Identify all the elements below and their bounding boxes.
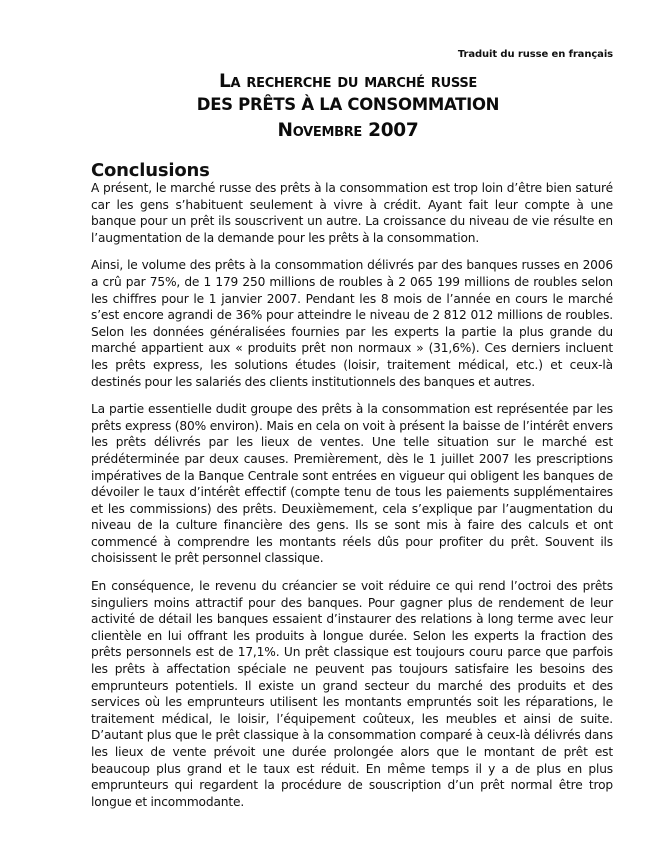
paragraph: En conséquence, le revenu du créancier se voit réduire ce qui rend l’octroi des prêts singuliers moins attractif pour des banques. Pour gagner plus de rendement de leur activité de détail les banques essaient d’instaurer des relations à long terme avec leur clientèle en lui offrant les produits à longue durée. Selon les experts la fraction des prêts personnels est de 17,1%. Un prêt classique est toujours couru parce que parfois les prêts à affectation spéciale ne peuvent pas toujours satisfaire les besoins des emprunteurs potentiels. Il existe un grand secteur du marché des produits et des services où les emprunteurs utilisent les montants empruntés soit les réparations, le traitement médical, le loisir, l’équipement coûteux, les meubles et ainsi de suite. D’autant plus que le prêt classique à la consommation comparé à ceux-là délivrés dans les lieux de vente prévoit une durée prolongée alors que le montant de prêt est beaucoup plus grand et le taux est réduit. En même temps il y a de plus en plus emprunteurs qui regardent la procédure de souscription d’un prêt normal être trop longue et incommodante. bbox=[91, 579, 613, 809]
title-line-1: La recherche du marché russe bbox=[219, 71, 477, 92]
body-text bbox=[91, 180, 613, 821]
title-line-3: Novembre 2007 bbox=[277, 120, 419, 141]
paragraph: A présent, le marché russe des prêts à la consommation est trop loin d’être bien saturé car les gens s’habituent seulement à vivre à crédit. Ayant fait leur compte à une banque pour un prêt ils souscrivent un autre. La croissance du niveau de vie résulte en l’augmentation de la demande pour les prêts à la consommation. bbox=[91, 181, 613, 245]
translation-note: Traduit du russe en français bbox=[457, 49, 613, 60]
document-title bbox=[0, 70, 658, 142]
paragraph: La partie essentielle dudit groupe des prêts à la consommation est représentée par les prêts express (80% environ). Mais en cela on voit à présent la baisse de l’intérêt envers les prêts délivrés par les lieux de ventes. Une telle situation sur le marché est prédéterminée par deux causes. Premièrement, dès le 1 juillet 2007 les prescriptions impératives de la Banque Centrale sont entrées en vigueur qui obligent les banques de dévoiler le taux d’intérêt effectif (compte tenu de tous les paiements supplémentaires et les commissions) des prêts. Deuxièmement, cela s’explique par l’augmentation du niveau de la culture financière des gens. Ils se sont mis à faire des calculs et ont commencé à comprendre les montants réels dûs pour profiter du prêt. Souvent ils choisissent le prêt personnel classique. bbox=[91, 402, 613, 566]
section-heading-conclusions: Conclusions bbox=[91, 160, 210, 181]
title-line-2: DES PRÊTS À LA CONSOMMATION bbox=[196, 95, 500, 114]
paragraph: Ainsi, le volume des prêts à la consommation délivrés par des banques russes en 2006 a crû par 75%, de 1 179 250 millions de roubles à 2 065 199 millions de roubles selon les chiffres pour le 1 janvier 2007. Pendant les 8 mois de l’année en cours le marché s’est encore agrandi de 36% pour atteindre le niveau de 2 812 012 millions de roubles. Selon les données généralisées fournies par les experts la partie la plus grande du marché appartient aux « produits prêt non normaux » (31,6%). Ces derniers incluent les prêts express, les solutions études (loisir, traitement médical, etc.) et ceux-là destinés pour les salariés des clients institutionnels des banques et autres. bbox=[91, 258, 613, 389]
